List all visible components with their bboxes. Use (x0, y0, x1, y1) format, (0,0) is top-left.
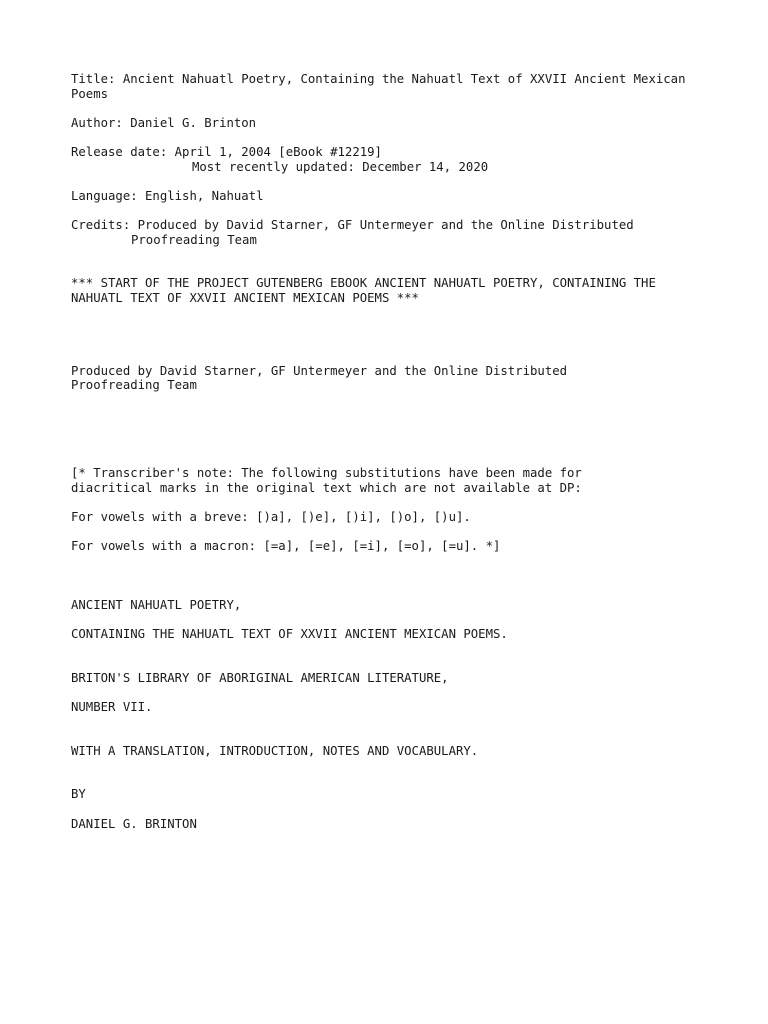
title-line: Title: Ancient Nahuatl Poetry, Containing the Nahuatl Text of XXVII Ancient Mexican (71, 72, 686, 86)
author-name: DANIEL G. BRINTON (71, 816, 197, 831)
produced-by-line: Produced by David Starner, GF Untermeyer and the Online Distributed (71, 363, 568, 378)
credits-line-continued: Proofreading Team (131, 232, 257, 247)
transcriber-note-line: [* Transcriber's note: The following substitutions have been made for (71, 466, 582, 481)
release-date-line: Release date: April 1, 2004 [eBook #12219] (71, 144, 382, 159)
start-marker-line: *** START OF THE PROJECT GUTENBERG EBOOK ANCIENT NAHUATL POETRY, CONTAINING THE (71, 276, 656, 291)
breve-note: For vowels with a breve: [)a], [)e], [)i], [)o], [)u]. (71, 509, 471, 524)
language-line: Language: English, Nahuatl (71, 188, 264, 203)
book-heading: ANCIENT NAHUATL POETRY, (71, 597, 242, 612)
book-subheading: CONTAINING THE NAHUATL TEXT OF XXVII ANCIENT MEXICAN POEMS. (71, 626, 508, 641)
series-line: BRITON'S LIBRARY OF ABORIGINAL AMERICAN LITERATURE, (71, 670, 449, 685)
by-line: BY (71, 787, 86, 802)
updated-date-line: Most recently updated: December 14, 2020 (192, 159, 489, 174)
start-marker-line-continued: NAHUATL TEXT OF XXVII ANCIENT MEXICAN POEMS *** (71, 290, 419, 305)
contents-line: WITH A TRANSLATION, INTRODUCTION, NOTES AND VOCABULARY. (71, 743, 479, 758)
produced-by-line-continued: Proofreading Team (71, 378, 197, 393)
title-line-continued: Poems (71, 86, 109, 101)
document-body (71, 72, 711, 831)
author-line: Author: Daniel G. Brinton (71, 115, 257, 130)
series-number: NUMBER VII. (71, 699, 153, 714)
credits-line: Credits: Produced by David Starner, GF Untermeyer and the Online Distributed (71, 217, 634, 232)
transcriber-note-line-continued: diacritical marks in the original text which are not available at DP: (71, 480, 582, 495)
macron-note: For vowels with a macron: [=a], [=e], [=i], [=o], [=u]. *] (71, 539, 501, 554)
